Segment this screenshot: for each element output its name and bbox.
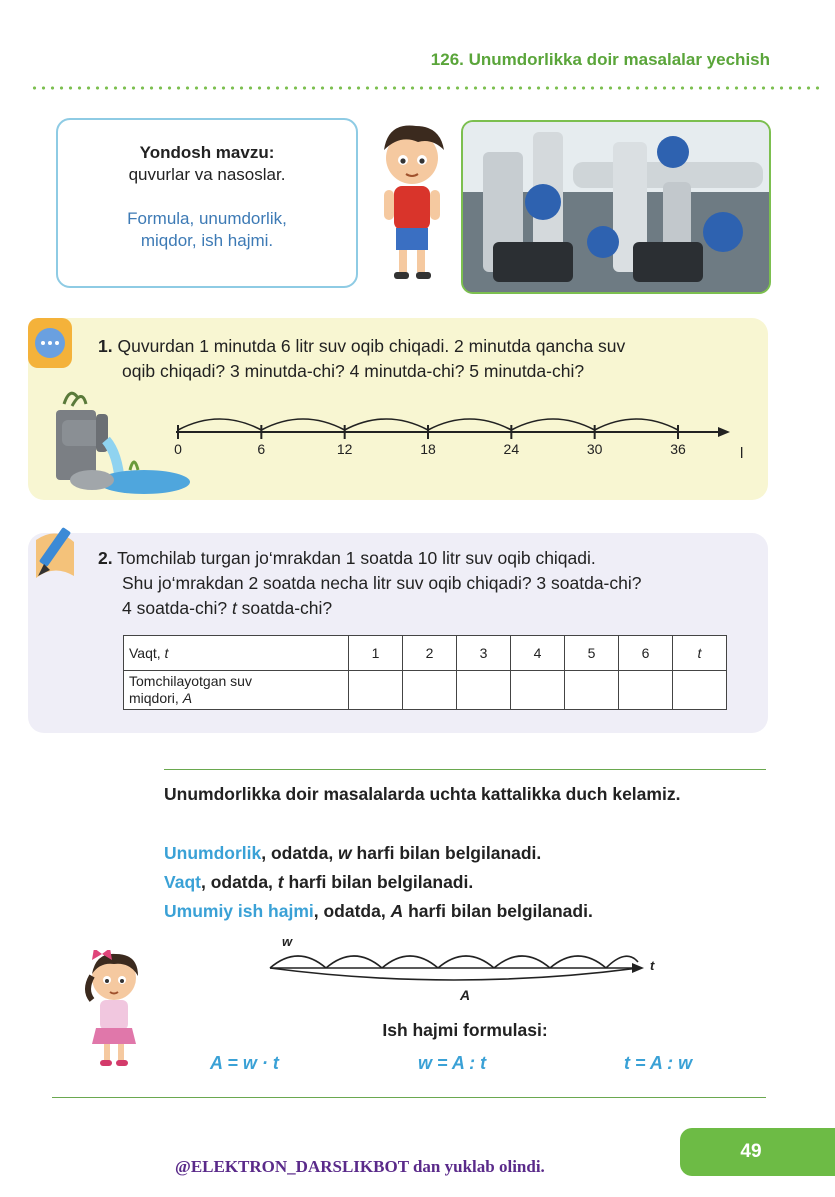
table-cell: 6 <box>619 636 673 671</box>
def-mid: , odatda, <box>313 901 391 921</box>
topic-keyword-line: Formula, unumdorlik, <box>127 209 287 228</box>
pencil-icon <box>28 520 84 584</box>
task2-text <box>98 546 764 621</box>
table-header-time <box>124 636 349 671</box>
speech-bubble-icon <box>28 318 72 368</box>
term-work-volume: Umumiy ish hajmi <box>164 901 314 921</box>
def-mid: , odatda, <box>261 843 339 863</box>
pipes-photo <box>461 120 771 294</box>
number-line-tick-label: 18 <box>420 441 436 457</box>
table-row-time <box>124 636 727 671</box>
task1-number: 1. <box>98 336 113 356</box>
diagram-label-a: A <box>460 987 471 1003</box>
page-title: 126. Unumdorlikka doir masalalar yechish <box>430 50 770 69</box>
table-empty-cell[interactable] <box>349 671 403 710</box>
topic-subtitle: quvurlar va nasoslar. <box>128 165 286 184</box>
diagram-label-t: t <box>650 958 655 973</box>
formula-a: A = w · t <box>210 1053 279 1073</box>
download-note: @ELEKTRON_DARSLIKBOT dan yuklab olindi. <box>175 1157 545 1176</box>
table-cell: 3 <box>457 636 511 671</box>
number-line-jump-arc <box>511 419 594 430</box>
task2-line <box>98 546 764 571</box>
def-rest: harfi bilan belgilanadi. <box>403 901 593 921</box>
task1-text <box>98 334 758 384</box>
task2-number: 2. <box>98 548 113 568</box>
definition-time <box>164 872 473 893</box>
rule-divider-top <box>164 769 766 770</box>
number-line-arrow <box>718 427 730 437</box>
table-empty-cell[interactable] <box>457 671 511 710</box>
table-empty-cell[interactable] <box>619 671 673 710</box>
table-cell: 2 <box>403 636 457 671</box>
number-line-tick-label: 30 <box>586 441 603 457</box>
table-row-amount <box>124 671 727 710</box>
task2-line3-a: 4 soatda-chi? <box>122 598 232 618</box>
amount-var: A <box>182 690 193 706</box>
def-rest: harfi bilan belgilanadi. <box>351 843 542 863</box>
task1-line1: Quvurdan 1 minutda 6 litr suv oqib chiqadi. 2 minutda qancha suv <box>117 336 626 356</box>
dotted-divider <box>30 86 820 90</box>
number-line-jump-arc <box>428 419 511 430</box>
task2-line3 <box>98 596 764 621</box>
var-w: w <box>338 843 352 863</box>
diagram-arrow <box>632 963 644 973</box>
girl-illustration <box>80 950 160 1070</box>
definition-work-volume <box>164 901 593 922</box>
pipes-image <box>463 122 769 292</box>
table-cell: 5 <box>565 636 619 671</box>
table-empty-cell[interactable] <box>403 671 457 710</box>
definition-productivity <box>164 843 541 864</box>
topic-keywords <box>58 208 356 252</box>
number-line-jump-arc <box>261 419 344 430</box>
table-cell: 4 <box>511 636 565 671</box>
time-var: t <box>164 645 169 661</box>
table-cell <box>673 636 727 671</box>
page-number: 49 <box>740 1141 762 1162</box>
formula-t: t = A : w <box>624 1053 693 1073</box>
table-cell-var-t: t <box>697 645 702 661</box>
rule-intro: Unumdorlikka doir masalalarda uchta kattalikka duch kelamiz. <box>164 784 681 804</box>
task1-line2: oqib chiqadi? 3 minutda-chi? 4 minutda-chi? 5 minutda-chi? <box>122 361 585 381</box>
var-t: t <box>277 872 284 892</box>
task2-line1: Tomchilab turgan jo‘mrakdan 1 soatda 10 litr suv oqib chiqadi. <box>117 548 596 568</box>
boy-illustration <box>370 116 460 286</box>
task1-line <box>98 334 758 359</box>
amount-label-b-wrap <box>129 690 343 707</box>
term-productivity: Unumdorlik <box>164 843 262 863</box>
table-header-amount <box>124 671 349 710</box>
related-topic-box <box>56 118 358 288</box>
topic-title: Yondosh mavzu: <box>139 143 275 162</box>
def-rest: harfi bilan belgilanadi. <box>283 872 474 892</box>
number-line-jump-arc <box>345 419 428 430</box>
diagram-label-w: w <box>282 934 293 949</box>
task2-line3-b: soatda-chi? <box>236 598 333 618</box>
table-cell: 1 <box>349 636 403 671</box>
task2-var-t: t <box>231 598 237 618</box>
table-empty-cell[interactable] <box>511 671 565 710</box>
table-empty-cell[interactable] <box>673 671 727 710</box>
number-line-tick-label: 6 <box>257 441 266 457</box>
table-empty-cell[interactable] <box>565 671 619 710</box>
topic-keyword-line: miqdor, ish hajmi. <box>140 231 274 250</box>
number-line-tick-label: 12 <box>336 441 353 457</box>
number-line-jump-arc <box>178 419 261 430</box>
number-line-tick-label: 24 <box>503 441 520 457</box>
number-line-jump-arc <box>595 419 678 430</box>
term-time: Vaqt <box>164 872 201 892</box>
formula-w: w = A : t <box>418 1053 487 1073</box>
amount-label-a: Tomchilayotgan suv <box>129 673 252 689</box>
bottom-divider <box>52 1097 766 1098</box>
number-line-tick-label: 0 <box>174 441 182 457</box>
number-line-tick-label: 36 <box>670 441 686 457</box>
var-a: A <box>390 901 404 921</box>
def-mid: , odatda, <box>200 872 278 892</box>
number-line <box>170 410 750 470</box>
number-line-end-label: l <box>740 445 744 462</box>
task2-line2: Shu jo‘mrakdan 2 soatda necha litr suv oqib chiqadi? 3 soatda-chi? <box>122 573 642 593</box>
formula-title: Ish hajmi formulasi: <box>382 1020 548 1040</box>
amount-label-b: miqdori, <box>129 690 183 706</box>
work-volume-diagram <box>260 932 660 1004</box>
time-amount-table <box>123 635 727 710</box>
time-label: Vaqt, <box>129 645 165 661</box>
